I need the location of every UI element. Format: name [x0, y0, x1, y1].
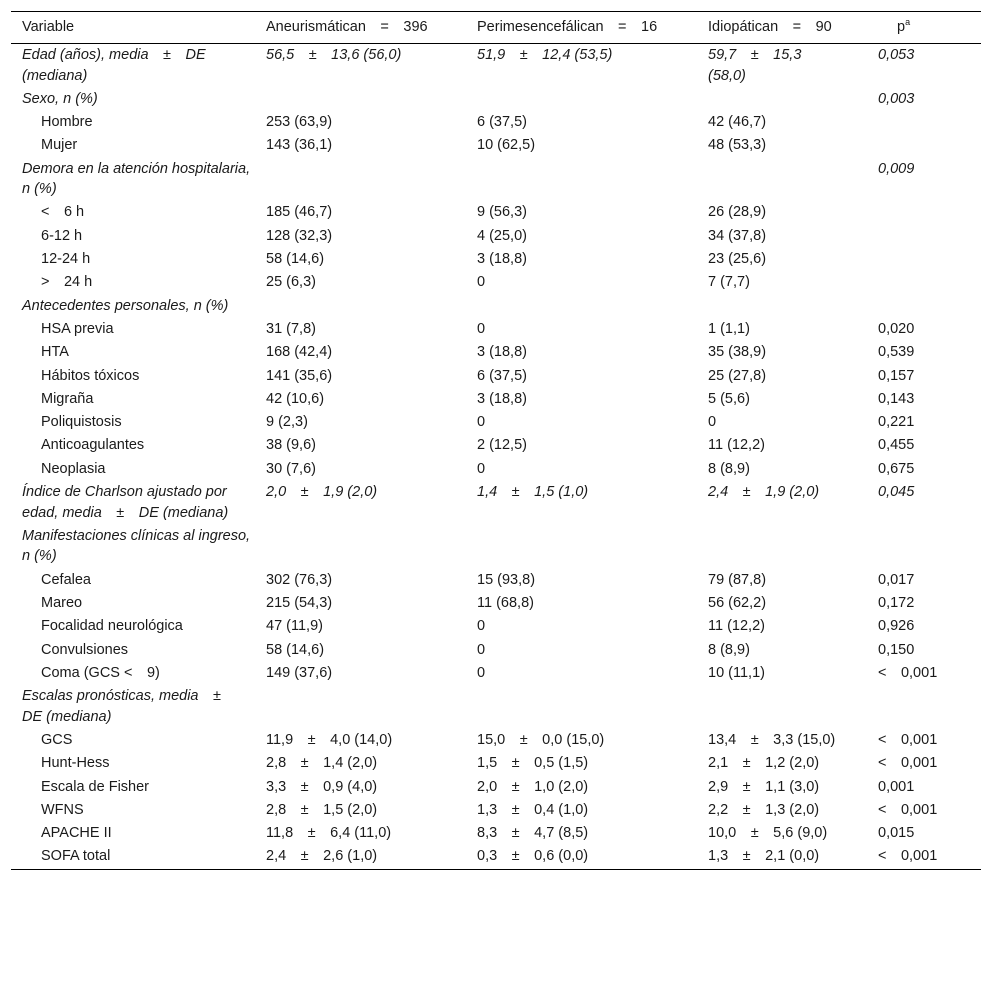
cell-a: 143 (36,1) — [266, 137, 333, 154]
row-label: Coma (GCS < 9) — [41, 664, 160, 681]
table-row — [11, 44, 981, 88]
cell-c: 42 (46,7) — [708, 114, 767, 131]
cell-p-value — [867, 201, 981, 224]
cell-b — [466, 685, 697, 729]
cell-a — [255, 685, 466, 729]
cell-a: 149 (37,6) — [266, 664, 333, 681]
cell-a: 9 (2,3) — [266, 414, 308, 431]
cell-c: 1,3 ± 2,1 (0,0) — [708, 848, 820, 865]
cell-c: 10 (11,1) — [708, 664, 765, 681]
cell-p-value: 0,003 — [878, 90, 915, 107]
table-row — [11, 481, 981, 525]
cell-b: 1,3 ± 0,4 (1,0) — [477, 801, 589, 818]
cell-a — [255, 88, 466, 111]
cell-b: 15,0 ± 0,0 (15,0) — [477, 731, 605, 748]
cell-c: 35 (38,9) — [708, 344, 767, 361]
cell-b: 10 (62,5) — [477, 137, 536, 154]
cell-b: 0 — [477, 641, 486, 658]
table-row — [11, 134, 981, 157]
cell-b: 0 — [477, 618, 486, 635]
cell-b: 6 (37,5) — [477, 367, 527, 384]
row-label: Mareo — [41, 594, 83, 611]
header-row — [11, 12, 981, 44]
table-row — [11, 685, 981, 729]
cell-p-value: 0,001 — [878, 778, 915, 795]
cell-b — [466, 295, 697, 318]
table-row — [11, 525, 981, 569]
row-label: Sexo, n (%) — [22, 90, 98, 107]
cell-a: 58 (14,6) — [266, 641, 325, 658]
cell-a: 253 (63,9) — [266, 114, 333, 131]
cell-p-value: < 0,001 — [878, 664, 938, 681]
cell-c — [697, 295, 867, 318]
results-table — [11, 11, 981, 870]
cell-a: 11,9 ± 4,0 (14,0) — [266, 731, 393, 748]
cell-a: 185 (46,7) — [266, 204, 333, 221]
cell-c: 8 (8,9) — [708, 641, 750, 658]
header-p-superscript: a — [905, 17, 911, 28]
cell-b: 4 (25,0) — [477, 227, 527, 244]
table-row — [11, 318, 981, 341]
cell-a: 58 (14,6) — [266, 251, 325, 268]
table-container — [11, 11, 981, 870]
table-body — [11, 44, 981, 870]
row-label: WFNS — [41, 801, 84, 818]
row-label: Hombre — [41, 114, 93, 131]
cell-c: 1 (1,1) — [708, 320, 750, 337]
cell-a: 2,4 ± 2,6 (1,0) — [266, 848, 378, 865]
row-label: Hábitos tóxicos — [41, 367, 140, 384]
row-label: Neoplasia — [41, 460, 106, 477]
row-label: Mujer — [41, 137, 78, 154]
cell-b: 9 (56,3) — [477, 204, 527, 221]
cell-p-value — [867, 525, 981, 569]
cell-c: 7 (7,7) — [708, 274, 750, 291]
row-label: GCS — [41, 731, 73, 748]
cell-c: 11 (12,2) — [708, 618, 765, 635]
row-label: Migraña — [41, 390, 94, 407]
cell-c — [697, 685, 867, 729]
cell-b: 3 (18,8) — [477, 251, 527, 268]
row-label: SOFA total — [41, 848, 111, 865]
cell-c: 8 (8,9) — [708, 460, 750, 477]
table-row — [11, 225, 981, 248]
table-row — [11, 365, 981, 388]
cell-a: 128 (32,3) — [266, 227, 333, 244]
table-row — [11, 411, 981, 434]
row-label: 12-24 h — [41, 251, 91, 268]
header-p-label: p — [897, 19, 906, 36]
row-label: Índice de Charlson ajustado por edad, media ± DE (mediana) — [22, 484, 229, 521]
table-row — [11, 592, 981, 615]
cell-p-value: 0,009 — [878, 160, 915, 177]
cell-a: 2,8 ± 1,4 (2,0) — [266, 755, 378, 772]
cell-b: 51,9 ± 12,4 (53,5) — [477, 47, 613, 63]
cell-a: 141 (35,6) — [266, 367, 333, 384]
row-label: Antecedentes personales, n (%) — [22, 297, 229, 314]
cell-c: 26 (28,9) — [708, 204, 767, 221]
cell-b: 2 (12,5) — [477, 437, 527, 454]
cell-b: 0 — [477, 414, 486, 431]
row-label: Focalidad neurológica — [41, 618, 183, 635]
cell-a: 3,3 ± 0,9 (4,0) — [266, 778, 378, 795]
cell-p-value: 0,053 — [878, 47, 915, 63]
cell-p-value — [867, 225, 981, 248]
cell-a: 215 (54,3) — [266, 594, 333, 611]
cell-p-value: < 0,001 — [878, 755, 938, 772]
header-idiopatica: Idiopátican = 90 — [708, 19, 832, 36]
cell-b — [466, 525, 697, 569]
cell-p-value — [867, 134, 981, 157]
table-row — [11, 271, 981, 294]
row-label: Escala de Fisher — [41, 778, 149, 795]
row-label: Demora en la atención hospitalaria, n (%) — [22, 160, 251, 198]
row-label: Manifestaciones clínicas al ingreso, n (%) — [22, 527, 251, 565]
cell-a: 2,0 ± 1,9 (2,0) — [266, 484, 378, 501]
cell-p-value: 0,157 — [878, 367, 915, 384]
cell-a: 2,8 ± 1,5 (2,0) — [266, 801, 378, 818]
cell-c: 25 (27,8) — [708, 367, 767, 384]
cell-p-value: 0,143 — [878, 390, 915, 407]
table-row — [11, 158, 981, 202]
cell-b: 0 — [477, 664, 486, 681]
table-row — [11, 201, 981, 224]
cell-b: 11 (68,8) — [477, 594, 534, 611]
row-label: Cefalea — [41, 571, 91, 588]
table-row — [11, 341, 981, 364]
cell-a: 47 (11,9) — [266, 618, 323, 635]
cell-c: 13,4 ± 3,3 (15,0) — [708, 731, 836, 748]
cell-a: 30 (7,6) — [266, 460, 316, 477]
cell-b: 0 — [477, 320, 486, 337]
table-row — [11, 729, 981, 752]
cell-a: 11,8 ± 6,4 (11,0) — [266, 825, 392, 842]
cell-c: 23 (25,6) — [708, 251, 767, 268]
row-label: Escalas pronósticas, media ± DE (mediana) — [22, 688, 236, 725]
table-row — [11, 639, 981, 662]
cell-p-value — [867, 111, 981, 134]
cell-p-value: 0,045 — [878, 484, 915, 501]
row-label: HTA — [41, 344, 69, 361]
row-label: Hunt-Hess — [41, 755, 110, 772]
row-label: Poliquistosis — [41, 414, 122, 431]
cell-c: 48 (53,3) — [708, 137, 767, 154]
cell-c: 5 (5,6) — [708, 390, 750, 407]
cell-b: 0,3 ± 0,6 (0,0) — [477, 848, 589, 865]
header-aneurismatica: Aneurismátican = 396 — [266, 19, 428, 36]
cell-c: 10,0 ± 5,6 (9,0) — [708, 825, 828, 842]
cell-p-value: 0,221 — [878, 414, 915, 431]
cell-p-value: 0,455 — [878, 437, 915, 454]
table-row — [11, 248, 981, 271]
cell-p-value: 0,675 — [878, 460, 915, 477]
row-label: 6-12 h — [41, 227, 83, 244]
cell-b: 3 (18,8) — [477, 390, 527, 407]
row-label: APACHE II — [41, 825, 112, 842]
cell-p-value — [867, 271, 981, 294]
table-header — [11, 12, 981, 44]
cell-c: 2,1 ± 1,2 (2,0) — [708, 755, 820, 772]
table-row — [11, 752, 981, 775]
cell-a — [255, 295, 466, 318]
table-row — [11, 88, 981, 111]
table-row — [11, 615, 981, 638]
table-row — [11, 295, 981, 318]
cell-p-value: 0,015 — [878, 825, 915, 842]
row-label: < 6 h — [41, 204, 85, 221]
cell-b: 1,4 ± 1,5 (1,0) — [477, 484, 589, 501]
row-label: Edad (años), media ± DE (mediana) — [22, 47, 206, 84]
cell-p-value: 0,926 — [878, 618, 915, 635]
row-label: Convulsiones — [41, 641, 129, 658]
header-p-value — [867, 12, 981, 44]
cell-b: 1,5 ± 0,5 (1,5) — [477, 755, 589, 772]
cell-c: 59,7 ± 15,3 (58,0) — [708, 47, 806, 84]
cell-p-value: 0,172 — [878, 594, 915, 611]
cell-p-value — [867, 295, 981, 318]
cell-c: 79 (87,8) — [708, 571, 767, 588]
cell-c — [697, 88, 867, 111]
cell-a: 25 (6,3) — [266, 274, 316, 291]
cell-p-value: < 0,001 — [878, 731, 938, 748]
cell-p-value: < 0,001 — [878, 801, 938, 818]
cell-a: 302 (76,3) — [266, 571, 333, 588]
cell-a: 38 (9,6) — [266, 437, 316, 454]
cell-b: 8,3 ± 4,7 (8,5) — [477, 825, 589, 842]
row-label: > 24 h — [41, 274, 93, 291]
cell-p-value: 0,539 — [878, 344, 915, 361]
cell-b — [466, 88, 697, 111]
cell-b: 2,0 ± 1,0 (2,0) — [477, 778, 589, 795]
table-row — [11, 458, 981, 481]
header-variable: Variable — [22, 19, 75, 36]
row-label: HSA previa — [41, 320, 114, 337]
table-row — [11, 799, 981, 822]
cell-p-value: 0,150 — [878, 641, 915, 658]
cell-a — [255, 158, 466, 202]
table-row — [11, 111, 981, 134]
cell-p-value: 0,020 — [878, 320, 915, 337]
cell-c: 56 (62,2) — [708, 594, 767, 611]
cell-c: 11 (12,2) — [708, 437, 765, 454]
cell-p-value: 0,017 — [878, 571, 915, 588]
cell-c: 34 (37,8) — [708, 227, 767, 244]
cell-p-value: < 0,001 — [878, 848, 938, 865]
cell-p-value — [867, 248, 981, 271]
cell-b: 6 (37,5) — [477, 114, 527, 131]
table-row — [11, 662, 981, 685]
cell-a — [255, 525, 466, 569]
cell-b: 0 — [477, 274, 486, 291]
cell-c: 2,2 ± 1,3 (2,0) — [708, 801, 820, 818]
cell-c: 0 — [708, 414, 717, 431]
cell-c: 2,9 ± 1,1 (3,0) — [708, 778, 820, 795]
cell-c: 2,4 ± 1,9 (2,0) — [708, 484, 820, 501]
cell-a: 168 (42,4) — [266, 344, 333, 361]
table-row — [11, 822, 981, 845]
table-row — [11, 845, 981, 869]
row-label: Anticoagulantes — [41, 437, 145, 454]
table-row — [11, 434, 981, 457]
cell-p-value — [867, 685, 981, 729]
cell-a: 42 (10,6) — [266, 390, 325, 407]
cell-c — [697, 525, 867, 569]
cell-b: 3 (18,8) — [477, 344, 527, 361]
cell-b: 15 (93,8) — [477, 571, 536, 588]
cell-c — [697, 158, 867, 202]
table-row — [11, 776, 981, 799]
table-row — [11, 388, 981, 411]
header-perimesencefalica: Perimesencefálican = 16 — [477, 19, 658, 36]
cell-b: 0 — [477, 460, 486, 477]
cell-b — [466, 158, 697, 202]
cell-a: 56,5 ± 13,6 (56,0) — [266, 47, 402, 63]
cell-a: 31 (7,8) — [266, 320, 316, 337]
table-row — [11, 569, 981, 592]
